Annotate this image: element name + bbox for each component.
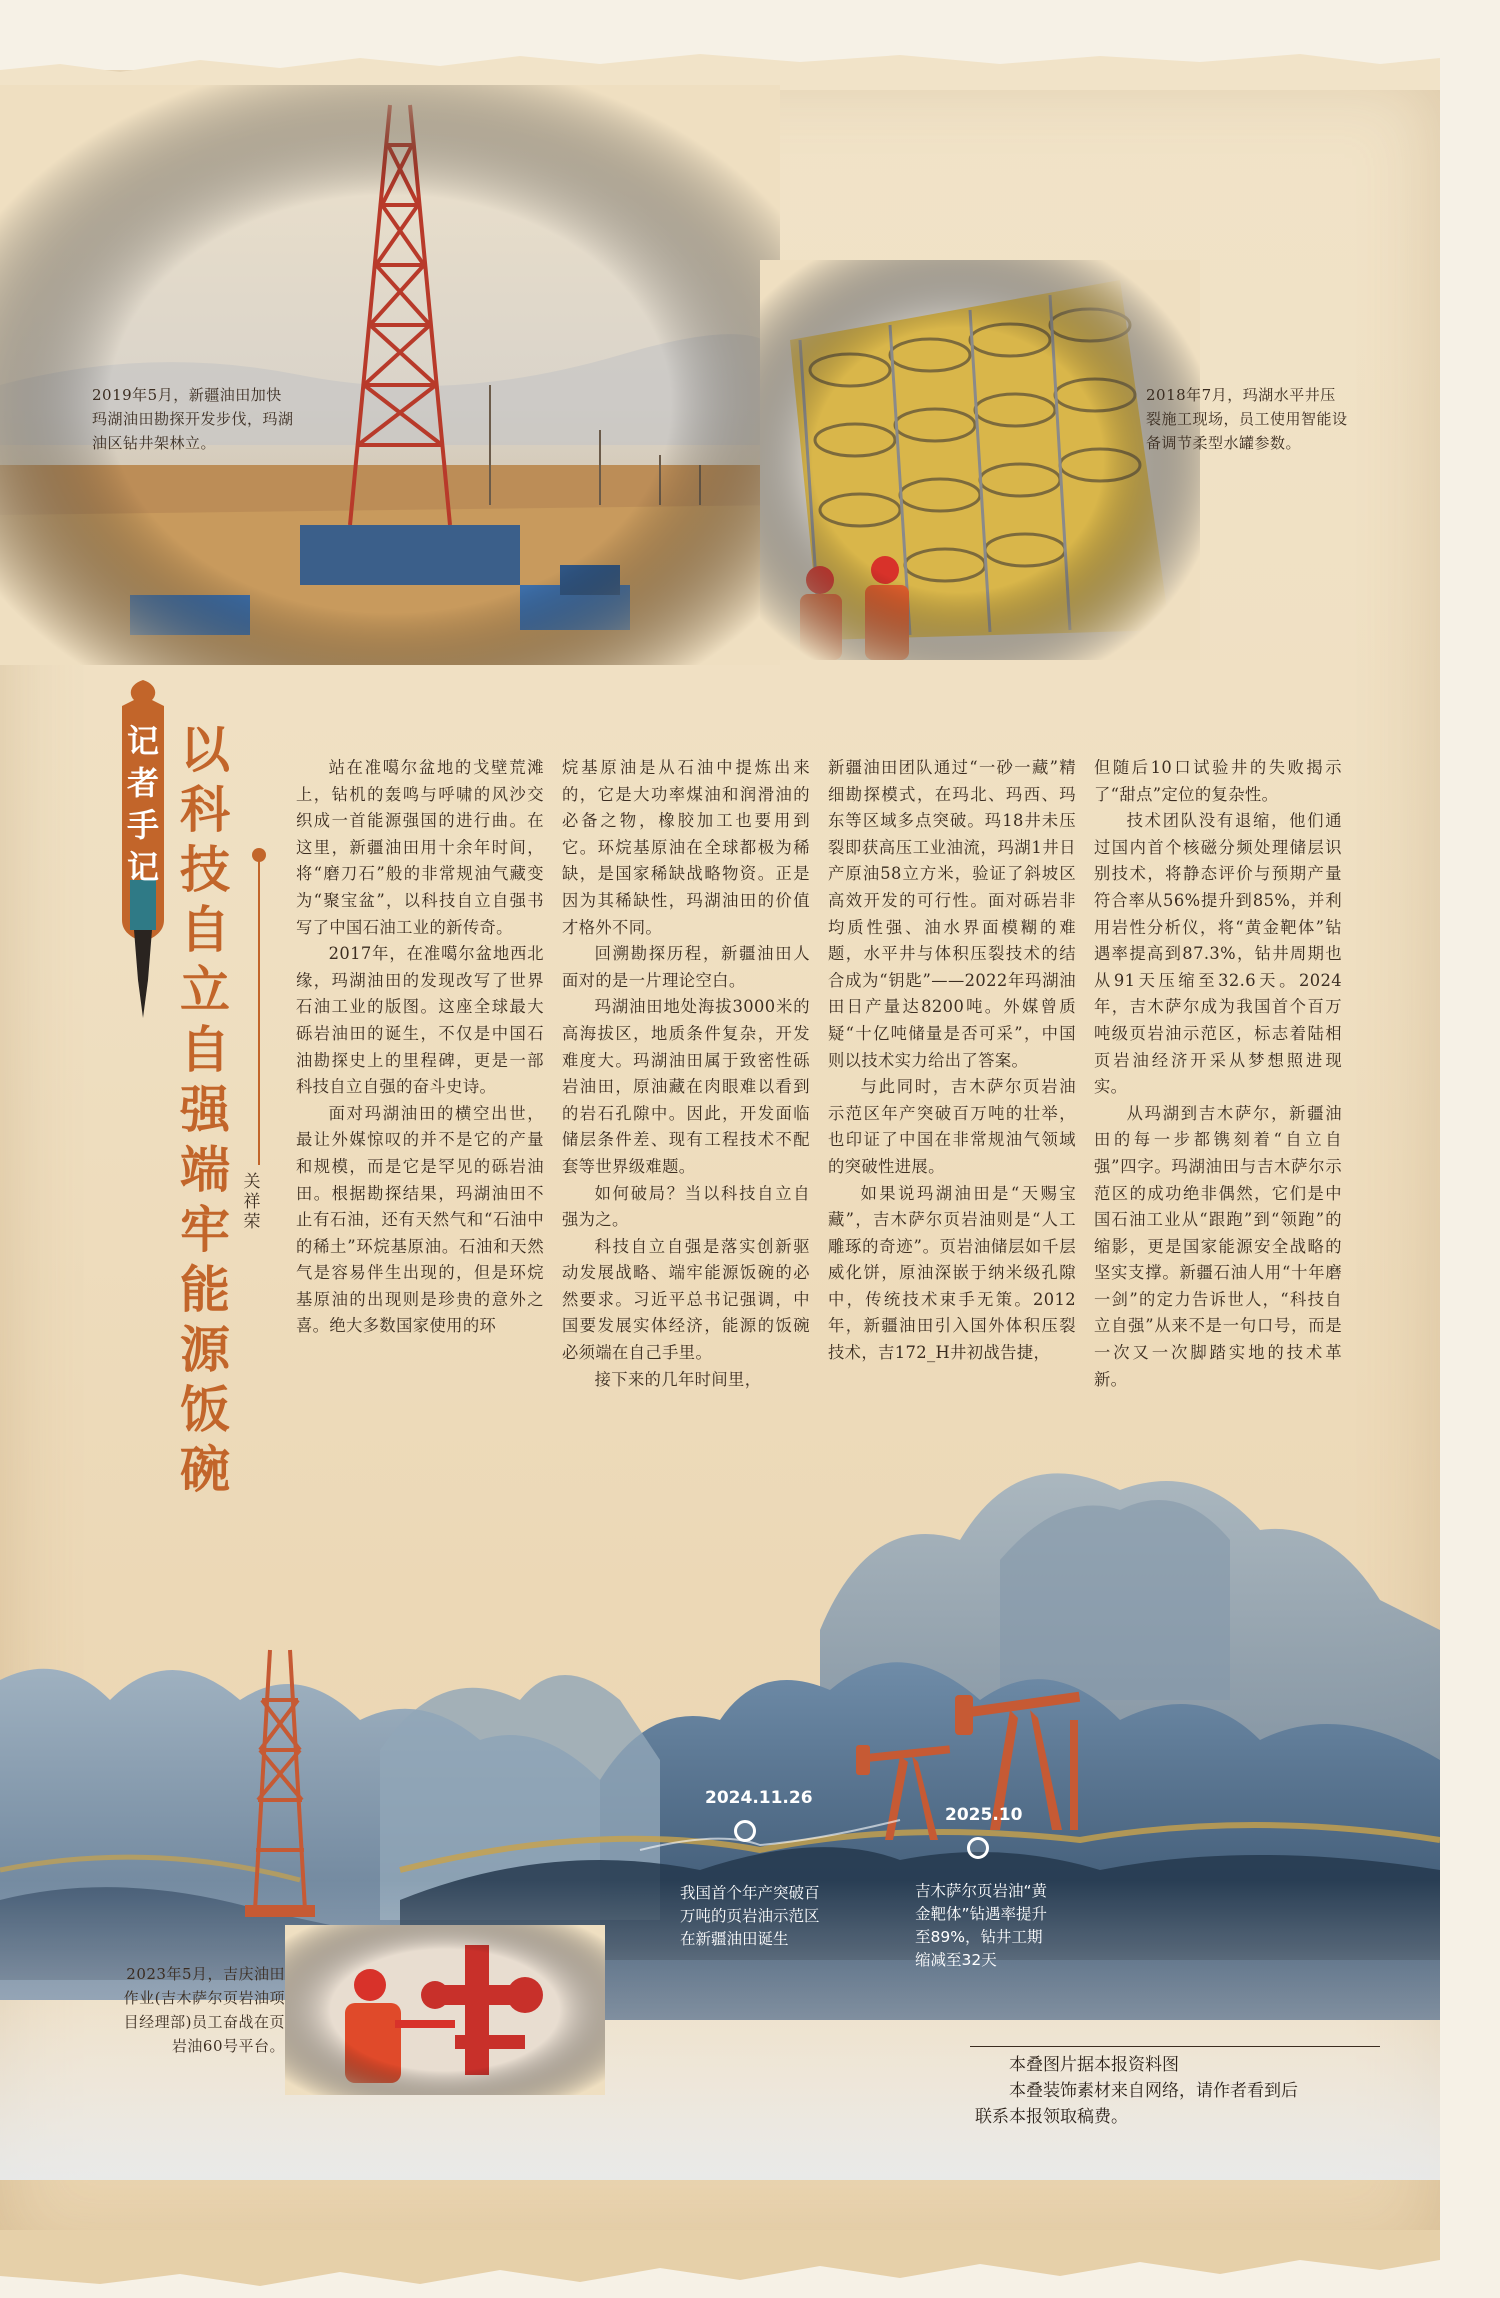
timeline-text-2: 吉木萨尔页岩油“黄金靶体”钻遇率提升至89%，钻井工期缩减至32天: [915, 1882, 1048, 1969]
credits-line-3: 联系本报领取稿费。: [975, 2107, 1128, 2127]
timeline-text-1: 我国首个年产突破百万吨的页岩油示范区在新疆油田诞生: [680, 1884, 820, 1948]
photo-fracturing-site: [760, 260, 1200, 660]
paragraph: 接下来的几年时间里，: [594, 1369, 762, 1389]
torn-top-edge: [0, 50, 1440, 90]
credits-line-1: 本叠图片据本报资料图: [1009, 2055, 1179, 2075]
body-column-3: [828, 755, 1076, 1367]
vertical-divider: [258, 855, 260, 1165]
photo1-caption: 2019年5月，新疆油田加快玛湖油田勘探开发步伐，玛湖油区钻井架林立。: [92, 386, 294, 452]
paragraph: 如果说玛湖油田是“天赐宝藏”，吉木萨尔页岩油则是“人工雕琢的奇迹”。页岩油储层如千层威化饼，原油深嵌于纳米级孔隙中，传统技术束手无策。2012年，新疆油田引入国外体积压裂技术，吉172_H井初战告捷，: [828, 1183, 1076, 1363]
paragraph: 回溯勘探历程，新疆油田人面对的是一片理论空白。: [562, 944, 810, 990]
timeline-dot-1: [734, 1820, 756, 1842]
paragraph: 面对玛湖油田的横空出世，最让外媒惊叹的并不是它的产量和规模，而是它是罕见的砾岩油田。根据勘探结果，玛湖油田不止有石油，还有天然气和“石油中的稀土”环烷基原油。石油和天然气是容易伴生出现的，但是环烷基原油的出现则是珍贵的意外之喜。绝大多数国家使用的环: [296, 1103, 544, 1336]
timeline-dot-2: [967, 1837, 989, 1859]
paragraph: 从玛湖到吉木萨尔，新疆油田的每一步都镌刻着“自立自强”四字。玛湖油田与吉木萨尔示范区的成功绝非偶然，它们是中国石油工业从“跟跑”到“领跑”的缩影，更是国家能源安全战略的坚实支撑。新疆石油人用“十年磨一剑”的定力告诉世人，“科技自立自强”从来不是一句口号，而是一次又一次脚踏实地的技术革新。: [1094, 1103, 1342, 1389]
paragraph: 如何破局？当以科技自立自强为之。: [562, 1183, 810, 1230]
photo-drilling-rigs: [0, 85, 780, 665]
paragraph: 玛湖油田地处海拔3000米的高海拔区，地质条件复杂，开发难度大。玛湖油田属于致密性砾岩油田，原油藏在肉眼难以看到的岩石孔隙中。因此，开发面临储层条件差、现有工程技术不配套等世界级难题。: [562, 997, 810, 1176]
paragraph: 与此同时，吉木萨尔页岩油示范区年产突破百万吨的壮举，也印证了中国在非常规油气领域的突破性进展。: [828, 1077, 1076, 1176]
column-tag: 记者手记: [126, 722, 159, 886]
paragraph-continued: 新疆油田团队通过“一砂一藏”精细勘探模式，在玛北、玛西、玛东等区域多点突破。玛18井未压裂即获高压工业油流，玛湖1井日产原油58立方米，验证了斜坡区高效开发的可行性。面对砾岩非均质性强、油水界面模糊的难题，水平井与体积压裂技术的结合成为“钥匙”——2022年玛湖油田日产量达8200吨。外媒曾质疑“十亿吨储量是否可采”，中国则以技术实力给出了答案。: [828, 758, 1076, 1070]
paragraph: 技术团队没有退缩，他们通过国内首个核磁分频处理储层识别技术，将静态评价与预期产量符合率从56%提升到85%，并利用岩性分析仪，将“黄金靶体”钻遇率提高到87.3%，钻井周期也从91天压缩至32.6天。2024年，吉木萨尔成为我国首个百万吨级页岩油示范区，标志着陆相页岩油经济开采从梦想照进现实。: [1094, 811, 1342, 1097]
paragraph: 科技自立自强是落实创新驱动发展战略、端牢能源饭碗的必然要求。习近平总书记强调，中国要发展实体经济，能源的饭碗必须端在自己手里。: [562, 1236, 810, 1363]
photo-wellhead-worker: [285, 1925, 605, 2095]
body-column-1: [296, 755, 544, 1340]
timeline-date-1: 2024.11.26: [705, 1788, 813, 1808]
torn-bottom-edge: [0, 2230, 1440, 2290]
headline: 以科技自立自强端牢能源饭碗: [180, 721, 230, 1499]
timeline-date-2: 2025.10: [945, 1805, 1023, 1825]
paragraph: 2017年，在准噶尔盆地西北缘，玛湖油田的发现改写了世界石油工业的版图。这座全球最大砾岩油田的诞生，不仅是中国石油勘探史上的里程碑，更是一部科技自立自强的奋斗史诗。: [296, 944, 544, 1097]
body-column-4: [1094, 755, 1342, 1393]
photo2-caption: 2018年7月，玛湖水平井压裂施工现场，员工使用智能设备调节柔型水罐参数。: [1146, 386, 1348, 452]
paragraph: 站在准噶尔盆地的戈壁荒滩上，钻机的轰鸣与呼啸的风沙交织成一首能源强国的进行曲。在这里，新疆油田用十余年时间，将“磨刀石”般的非常规油气藏变为“聚宝盆”，以科技自立自强书写了中国石油工业的新传奇。: [296, 758, 544, 937]
body-column-2: [562, 755, 810, 1393]
credits-line-2: 本叠装饰素材来自网络，请作者看到后: [1009, 2081, 1298, 2101]
paragraph-continued: 烷基原油是从石油中提炼出来的，它是大功率煤油和润滑油的必备之物，橡胶加工也要用到它。环烷基原油在全球都极为稀缺，是国家稀缺战略物资。正是因为其稀缺性，玛湖油田的价值才格外不同。: [562, 758, 810, 937]
photo3-caption: 2023年5月，吉庆油田作业(吉木萨尔页岩油项目经理部)员工奋战在页岩油60号平台。: [123, 1965, 285, 2055]
image-credits: [975, 2052, 1395, 2130]
byline: 关祥荣: [243, 1172, 261, 1232]
credits-divider: [970, 2046, 1380, 2047]
paragraph-continued: 但随后10口试验井的失败揭示了“甜点”定位的复杂性。: [1094, 758, 1342, 804]
